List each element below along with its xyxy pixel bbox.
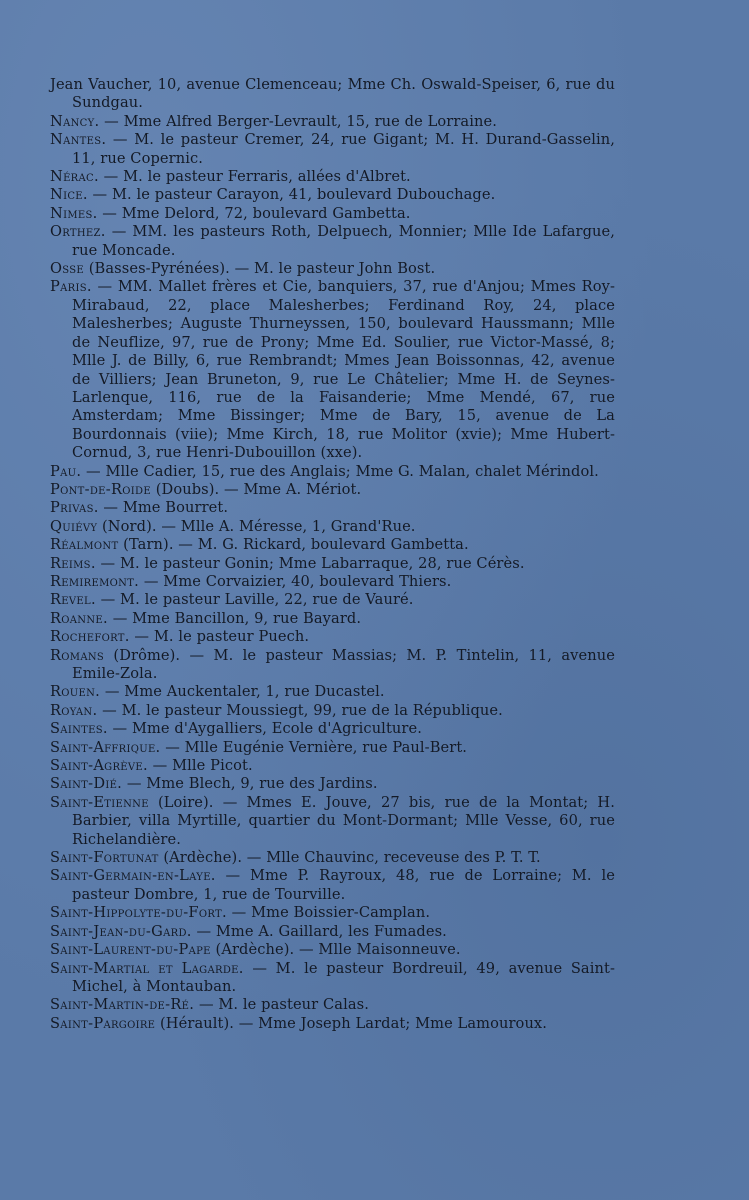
list-item: Quiévy (Nord). — Mlle A. Méresse, 1, Grand'Rue. [50, 517, 416, 535]
list-item: Saint-Dié. — Mme Blech, 9, rue des Jardins. [50, 775, 378, 793]
list-item: Orthez. — MM. les pasteurs Roth, Delpuech, Monnier; Mlle Ide Lafargue, rue Moncade. [50, 223, 615, 259]
list-item: Jean Vaucher, 10, avenue Clemenceau; Mme Ch. Oswald-Speiser, 6, rue du Sundgau. [50, 76, 615, 112]
list-item: Roanne. — Mme Bancillon, 9, rue Bayard. [50, 609, 362, 627]
list-item: Remiremont. — Mme Corvaizier, 40, boulevard Thiers. [50, 572, 452, 590]
list-item: Réalmont (Tarn). — M. G. Rickard, boulevard Gambetta. [50, 536, 469, 554]
list-item: Reims. — M. le pasteur Gonin; Mme Labarraque, 28, rue Cérès. [50, 554, 525, 572]
list-item: Saintes. — Mme d'Aygalliers, Ecole d'Agriculture. [50, 720, 422, 738]
list-item: Saint-Laurent-du-Pape (Ardèche). — Mlle Maisonneuve. [50, 941, 461, 959]
list-item: Saint-Hippolyte-du-Fort. — Mme Boissier-Camplan. [50, 904, 431, 922]
list-item: Romans (Drôme). — M. le pasteur Massias; M. P. Tintelin, 11, avenue Emile-Zola. [50, 646, 615, 682]
list-item: Revel. — M. le pasteur Laville, 22, rue de Vauré. [50, 591, 414, 609]
list-item: Pont-de-Roide (Doubs). — Mme A. Mériot. [50, 480, 362, 498]
list-item: Saint-Fortunat (Ardèche). — Mlle Chauvinc, receveuse des P. T. T. [50, 849, 541, 867]
list-item: Saint-Etienne (Loire). — Mmes E. Jouve, 27 bis, rue de la Montat; H. Barbier, villa Myrtille, quartier du Mont-Dormant; Mlle Vesse, 60, rue Richelandière. [50, 793, 615, 848]
list-item: Paris. — MM. Mallet frères et Cie, banquiers, 37, rue d'Anjou; Mmes Roy-Mirabaud, 22, place Malesherbes; Ferdinand Roy, 24, place Malesherbes; Auguste Thurneyssen, 150, boulevard Haussmann; Mlle de Neuflize, 97, rue de Prony; Mme Ed. Soulier, rue Victor-Massé, 8; Mlle J. de Billy, 6, rue Rembrandt; Mmes Jean Boissonnas, 42, avenue de Villiers; Jean Bruneton, 9, rue Le Châtelier; Mme H. de Seynes-Larlenque, 116, rue de la Faisanderie; Mme Mendé, 67, rue Amsterdam; Mme Bissinger; Mme de Bary, 15, avenue de La Bourdonnais (viie); Mme Kirch, 18, rue Molitor (xvie); Mme Hubert-Cornud, 3, rue Henri-Dubouillon (xxe). [50, 278, 615, 462]
list-item: Saint-Martin-de-Ré. — M. le pasteur Calas. [50, 996, 369, 1014]
list-item: Osse (Basses-Pyrénées). — M. le pasteur John Bost. [50, 260, 436, 278]
list-item: Saint-Jean-du-Gard. — Mme A. Gaillard, les Fumades. [50, 922, 447, 940]
list-item: Rouen. — Mme Auckentaler, 1, rue Ducastel. [50, 683, 385, 701]
list-item: Nantes. — M. le pasteur Cremer, 24, rue Gigant; M. H. Durand-Gasselin, 11, rue Copernic. [50, 131, 615, 167]
list-item: Pau. — Mlle Cadier, 15, rue des Anglais; Mme G. Malan, chalet Mérindol. [50, 462, 599, 480]
list-item: Rochefort. — M. le pasteur Puech. [50, 628, 310, 646]
directory-page [50, 76, 615, 1033]
list-item: Saint-Martial et Lagarde. — M. le pasteur Bordreuil, 49, avenue Saint-Michel, à Montauban. [50, 959, 615, 995]
list-item: Nimes. — Mme Delord, 72, boulevard Gambetta. [50, 204, 411, 222]
list-item: Royan. — M. le pasteur Moussiegt, 99, rue de la République. [50, 701, 503, 719]
list-item: Nice. — M. le pasteur Carayon, 41, boulevard Dubouchage. [50, 186, 496, 204]
list-item: Saint-Affrique. — Mlle Eugénie Vernière, rue Paul-Bert. [50, 738, 468, 756]
list-item: Nancy. — Mme Alfred Berger-Levrault, 15, rue de Lorraine. [50, 112, 497, 130]
list-item: Saint-Pargoire (Hérault). — Mme Joseph Lardat; Mme Lamouroux. [50, 1014, 548, 1032]
list-item: Privas. — Mme Bourret. [50, 499, 229, 517]
list-item: Nérac. — M. le pasteur Ferraris, allées d'Albret. [50, 168, 411, 186]
list-item: Saint-Agrève. — Mlle Picot. [50, 757, 253, 775]
list-item: Saint-Germain-en-Laye. — Mme P. Rayroux, 48, rue de Lorraine; M. le pasteur Dombre, 1, rue de Tourville. [50, 867, 615, 903]
